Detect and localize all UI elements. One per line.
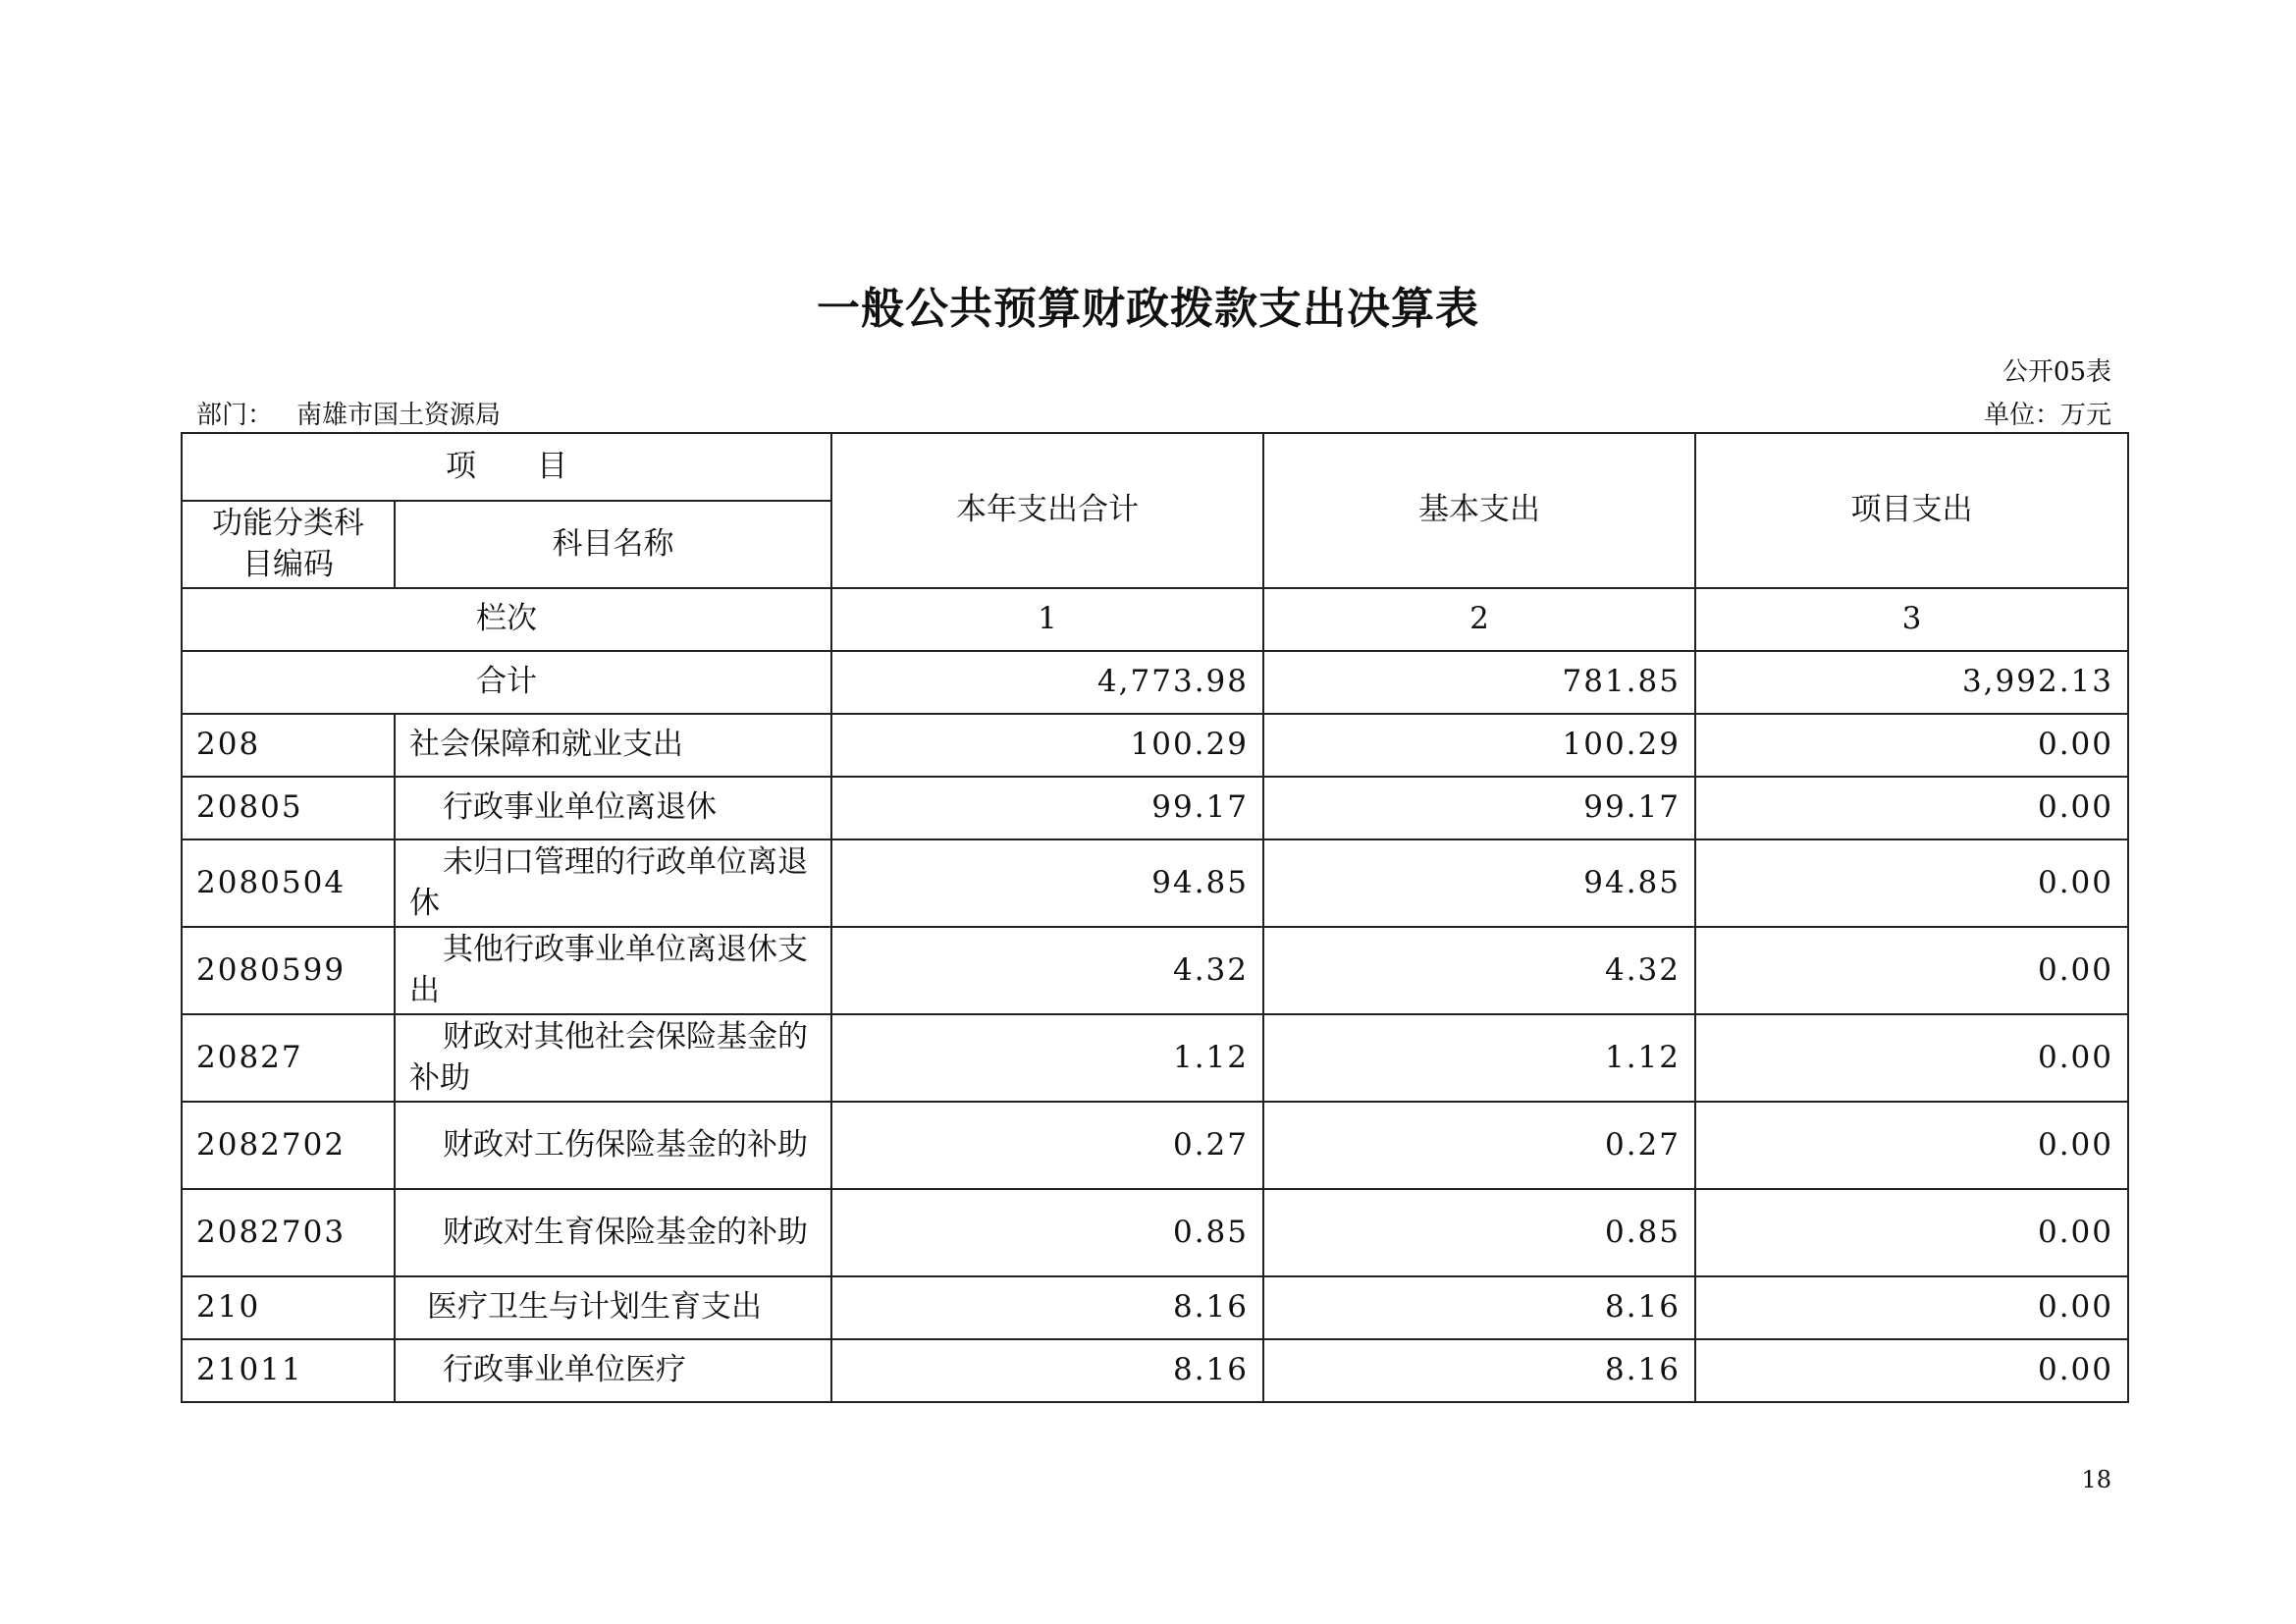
row-total: 0.27 xyxy=(831,1102,1263,1189)
row-project: 0.00 xyxy=(1695,1339,2128,1402)
row-basic: 94.85 xyxy=(1263,839,1695,927)
row-total: 8.16 xyxy=(831,1276,1263,1339)
table-row xyxy=(182,839,2128,927)
row-project: 0.00 xyxy=(1695,1276,2128,1339)
row-name: 医疗卫生与计划生育支出 xyxy=(395,1276,831,1339)
row-basic: 1.12 xyxy=(1263,1014,1695,1102)
row-code: 210 xyxy=(182,1276,395,1339)
department-label: 部门： xyxy=(196,401,274,430)
row-total: 8.16 xyxy=(831,1339,1263,1402)
row-name: 社会保障和就业支出 xyxy=(395,714,831,777)
row-code: 20827 xyxy=(182,1014,395,1102)
row-name: 其他行政事业单位离退休支出 xyxy=(395,927,831,1014)
row-name: 行政事业单位离退休 xyxy=(395,777,831,839)
department-name: 南雄市国土资源局 xyxy=(296,401,502,430)
table-row xyxy=(182,1102,2128,1189)
table-number: 公开05表 xyxy=(2002,357,2111,387)
total-basic: 781.85 xyxy=(1263,651,1695,714)
document-title: 一般公共预算财政拨款支出决算表 xyxy=(817,284,1479,334)
row-code: 208 xyxy=(182,714,395,777)
row-basic: 0.27 xyxy=(1263,1102,1695,1189)
row-project: 0.00 xyxy=(1695,714,2128,777)
total-project: 3,992.13 xyxy=(1695,651,2128,714)
header-project: 项目支出 xyxy=(1695,433,2128,588)
row-project: 0.00 xyxy=(1695,1102,2128,1189)
department-line xyxy=(196,395,501,431)
row-project: 0.00 xyxy=(1695,927,2128,1014)
table-row xyxy=(182,927,2128,1014)
row-basic: 99.17 xyxy=(1263,777,1695,839)
table-row xyxy=(182,1339,2128,1402)
row-total: 1.12 xyxy=(831,1014,1263,1102)
row-name: 财政对其他社会保险基金的补助 xyxy=(395,1014,831,1102)
table-row xyxy=(182,1276,2128,1339)
table-row xyxy=(182,714,2128,777)
row-code: 2082702 xyxy=(182,1102,395,1189)
table-row xyxy=(182,777,2128,839)
row-project: 0.00 xyxy=(1695,839,2128,927)
row-basic: 8.16 xyxy=(1263,1339,1695,1402)
row-code: 2080504 xyxy=(182,839,395,927)
page-number: 18 xyxy=(2081,1466,2111,1493)
row-name: 行政事业单位医疗 xyxy=(395,1339,831,1402)
row-basic: 100.29 xyxy=(1263,714,1695,777)
row-name: 财政对工伤保险基金的补助 xyxy=(395,1102,831,1189)
total-row xyxy=(182,651,2128,714)
row-project: 0.00 xyxy=(1695,1189,2128,1276)
total-label: 合计 xyxy=(182,651,831,714)
budget-table xyxy=(181,432,2129,1403)
table-row xyxy=(182,1189,2128,1276)
row-name: 未归口管理的行政单位离退休 xyxy=(395,839,831,927)
row-total: 100.29 xyxy=(831,714,1263,777)
row-total: 94.85 xyxy=(831,839,1263,927)
row-total: 0.85 xyxy=(831,1189,1263,1276)
column-index-3: 3 xyxy=(1695,588,2128,651)
row-name: 财政对生育保险基金的补助 xyxy=(395,1189,831,1276)
row-project: 0.00 xyxy=(1695,1014,2128,1102)
row-code: 21011 xyxy=(182,1339,395,1402)
header-name: 科目名称 xyxy=(395,501,831,588)
row-code: 20805 xyxy=(182,777,395,839)
column-index-label: 栏次 xyxy=(182,588,831,651)
row-basic: 0.85 xyxy=(1263,1189,1695,1276)
row-basic: 8.16 xyxy=(1263,1276,1695,1339)
row-project: 0.00 xyxy=(1695,777,2128,839)
header-basic: 基本支出 xyxy=(1263,433,1695,588)
row-total: 4.32 xyxy=(831,927,1263,1014)
total-amount: 4,773.98 xyxy=(831,651,1263,714)
column-index-row xyxy=(182,588,2128,651)
row-code: 2080599 xyxy=(182,927,395,1014)
table-row xyxy=(182,1014,2128,1102)
header-total: 本年支出合计 xyxy=(831,433,1263,588)
column-index-2: 2 xyxy=(1263,588,1695,651)
unit-label: 单位：万元 xyxy=(1983,401,2111,430)
header-item: 项 目 xyxy=(182,433,831,501)
row-code: 2082703 xyxy=(182,1189,395,1276)
row-total: 99.17 xyxy=(831,777,1263,839)
column-index-1: 1 xyxy=(831,588,1263,651)
header-row xyxy=(182,433,2128,501)
header-code: 功能分类科目编码 xyxy=(182,501,395,588)
row-basic: 4.32 xyxy=(1263,927,1695,1014)
